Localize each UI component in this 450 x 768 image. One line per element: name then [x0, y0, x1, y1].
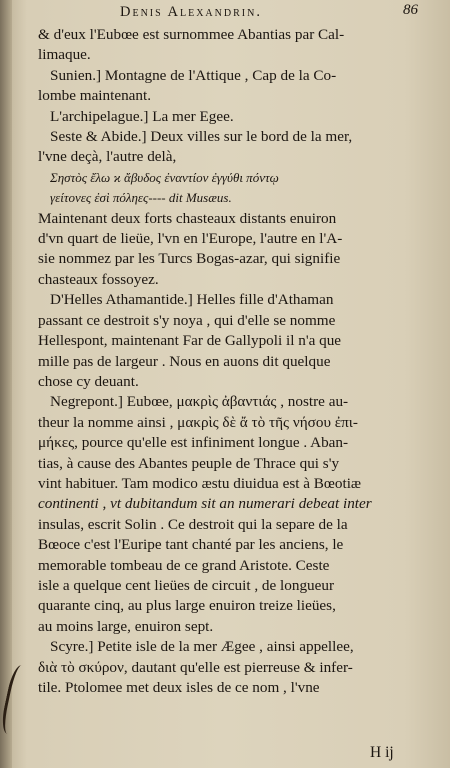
text-line: Sunien.] Montagne de l'Attique , Cap de la Co- [50, 66, 337, 84]
signature-mark: H ij [370, 744, 394, 761]
text-line: Seste & Abide.] Deux villes sur le bord de la mer, [50, 128, 353, 146]
text-line: sie nommez par les Turcs Bogas-azar, qui signifie [38, 250, 341, 268]
text-line: memorable tombeau de ce grand Aristote. Ceste [38, 556, 330, 574]
text-line: limaque. [38, 46, 91, 64]
text-line: continenti , vt dubitandum sit an numerari debeat inter [38, 495, 372, 513]
text-line: L'archipelague.] La mer Egee. [50, 107, 234, 125]
text-line: lombe maintenant. [38, 87, 152, 105]
text-line: διὰ τὸ σκύρον, dautant qu'elle est pierreuse & infer- [38, 658, 353, 676]
book-gutter [0, 0, 12, 768]
text-line: passant ce destroit s'y noya , qui d'elle se nomme [38, 311, 336, 329]
text-line: & d'eux l'Eubœe est surnommee Abantias par Cal- [38, 26, 345, 43]
text-line: tile. Ptolomee met deux isles de ce nom , l'vne [38, 679, 320, 696]
header-title: Denis Alexandrin. [120, 4, 262, 20]
body-text [38, 25, 428, 698]
page-number: 86 [403, 2, 418, 18]
text-line: μήκες, pource qu'elle est infiniment longue . Aban- [38, 434, 349, 452]
text-line: theur la nomme ainsi , μακρὶς δὲ ἄ τὸ τῆς νήσου ἐπι- [38, 413, 358, 431]
text-line: D'Helles Athamantide.] Helles fille d'Athaman [50, 291, 334, 309]
text-line: chose cy deuant. [38, 372, 139, 390]
text-line: Maintenant deux forts chasteaux distants enuiron [38, 209, 337, 227]
text-line: isle a quelque cent lieües de circuit , de longueur [38, 576, 335, 594]
text-line: mille pas de largeur . Nous en auons dit quelque [38, 352, 331, 370]
text-line: γείτονες ἐσὶ πόληες---- dit Musæus. [50, 190, 232, 206]
text-line: Scyre.] Petite isle de la mer Ægee , ainsi appellee, [50, 638, 354, 656]
text-line: chasteaux fossoyez. [38, 270, 159, 288]
text-line: Bœoce c'est l'Euripe tant chanté par les anciens, le [38, 536, 344, 554]
text-line: tias, à cause des Abantes peuple de Thrace qui s'y [38, 454, 340, 472]
text-line: Hellespont, maintenant Far de Gallypoli il n'a que [38, 332, 342, 350]
text-line: Negrepont.] Eubœe, μακρὶς ἀβαντιάς , nostre au- [50, 393, 349, 411]
text-line: d'vn quart de lieüe, l'vn en l'Europe, l'autre en l'A- [38, 230, 343, 248]
text-line: au moins large, enuiron sept. [38, 617, 214, 635]
running-header [120, 2, 430, 24]
text-line: quarante cinq, au plus large enuiron treize lieües, [38, 597, 336, 615]
text-line: Σηστὸς ἔλω ϰ ἄβυδος ἐναντίον ἐγγύθι πόντῳ [50, 169, 279, 185]
text-line: vint habituer. Tam modico æstu diuidua est à Bœotiæ [38, 474, 362, 492]
text-line: insulas, escrit Solin . Ce destroit qui la separe de la [38, 515, 348, 533]
text-line: l'vne deçà, l'autre delà, [38, 148, 177, 166]
